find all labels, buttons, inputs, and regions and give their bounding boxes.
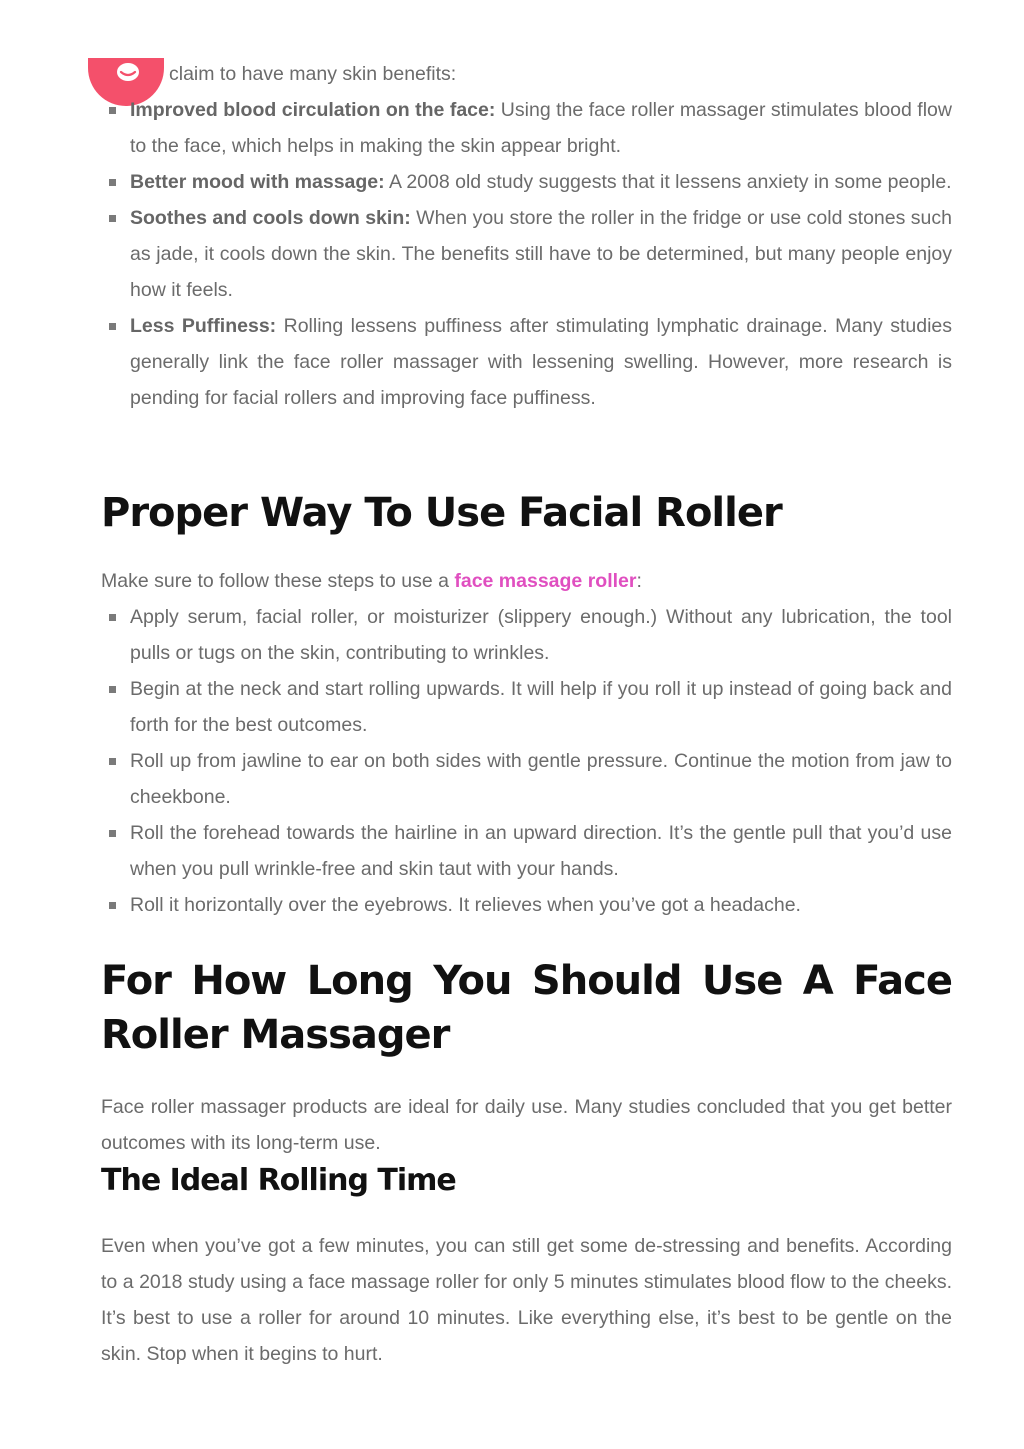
square-bullet-icon: [109, 179, 116, 186]
steps-list: [101, 599, 952, 923]
step-text: Begin at the neck and start rolling upwards. It will help if you roll it up instead of going back and forth for the best outcomes.: [130, 678, 952, 736]
square-bullet-icon: [109, 758, 116, 765]
square-bullet-icon: [109, 830, 116, 837]
benefit-text: Using the face roller massager stimulates blood flow to the face, which helps in making the skin appear bright.: [130, 99, 952, 157]
benefit-text: Rolling lessens puffiness after stimulating lymphatic drainage. Many studies generally link the face roller massager with lessening swelling. However, more research is pending for facial rollers and improving face puffiness.: [130, 315, 952, 409]
benefit-title: Soothes and cools down skin:: [130, 207, 411, 229]
how-long-paragraph: Face roller massager products are ideal for daily use. Many studies concluded that you get better outcomes with its long-term use.: [101, 1096, 952, 1154]
step-text: Roll it horizontally over the eyebrows. It relieves when you’ve got a headache.: [130, 894, 801, 916]
list-item: [101, 92, 952, 164]
list-item: [101, 308, 952, 416]
benefit-title: Better mood with massage:: [130, 171, 385, 193]
step-text: Roll the forehead towards the hairline in an upward direction. It’s the gentle pull that you’d use when you pull wrinkle-free and skin taut with your hands.: [130, 822, 952, 880]
face-massage-roller-link[interactable]: face massage roller: [454, 570, 637, 592]
section-heading-how-long: For How Long You Should Use A Face Roller Massager: [101, 958, 952, 1058]
list-item: [101, 887, 952, 923]
square-bullet-icon: [109, 215, 116, 222]
step-text: Roll up from jawline to ear on both sides with gentle pressure. Continue the motion from jaw to cheekbone.: [130, 750, 952, 808]
section-heading-proper-way: Proper Way To Use Facial Roller: [101, 490, 782, 536]
ideal-time-paragraph: Even when you’ve got a few minutes, you can still get some de-stressing and benefits. According to a 2018 study using a face massage roller for only 5 minutes stimulates blood flow to the cheeks. It’s best to use a roller for around 10 minutes. Like everything else, it’s best to be gentle on the skin. Stop when it begins to hurt.: [101, 1235, 952, 1365]
benefit-text: A 2008 old study suggests that it lessens anxiety in some people.: [384, 171, 952, 193]
list-item: [101, 671, 952, 743]
section-heading-ideal-time: The Ideal Rolling Time: [101, 1163, 456, 1198]
list-item: [101, 599, 952, 671]
square-bullet-icon: [109, 902, 116, 909]
square-bullet-icon: [109, 686, 116, 693]
intro-fragment: claim to have many skin benefits:: [169, 63, 457, 85]
steps-intro-suffix: :: [636, 570, 642, 592]
square-bullet-icon: [109, 614, 116, 621]
steps-intro: [101, 563, 952, 599]
list-item: [101, 200, 952, 308]
benefit-title: Improved blood circulation on the face:: [130, 99, 496, 121]
steps-intro-text: Make sure to follow these steps to use a: [101, 570, 455, 592]
square-bullet-icon: [109, 107, 116, 114]
step-text: Apply serum, facial roller, or moisturizer (slippery enough.) Without any lubrication, the tool pulls or tugs on the skin, contributing to wrinkles.: [130, 606, 952, 664]
list-item: [101, 164, 952, 200]
benefits-list: [101, 92, 952, 416]
list-item: [101, 815, 952, 887]
benefit-title: Less Puffiness:: [130, 315, 277, 337]
benefit-text: When you store the roller in the fridge or use cold stones such as jade, it cools down the skin. The benefits still have to be determined, but many people enjoy how it feels.: [130, 207, 952, 301]
square-bullet-icon: [109, 323, 116, 330]
list-item: [101, 743, 952, 815]
